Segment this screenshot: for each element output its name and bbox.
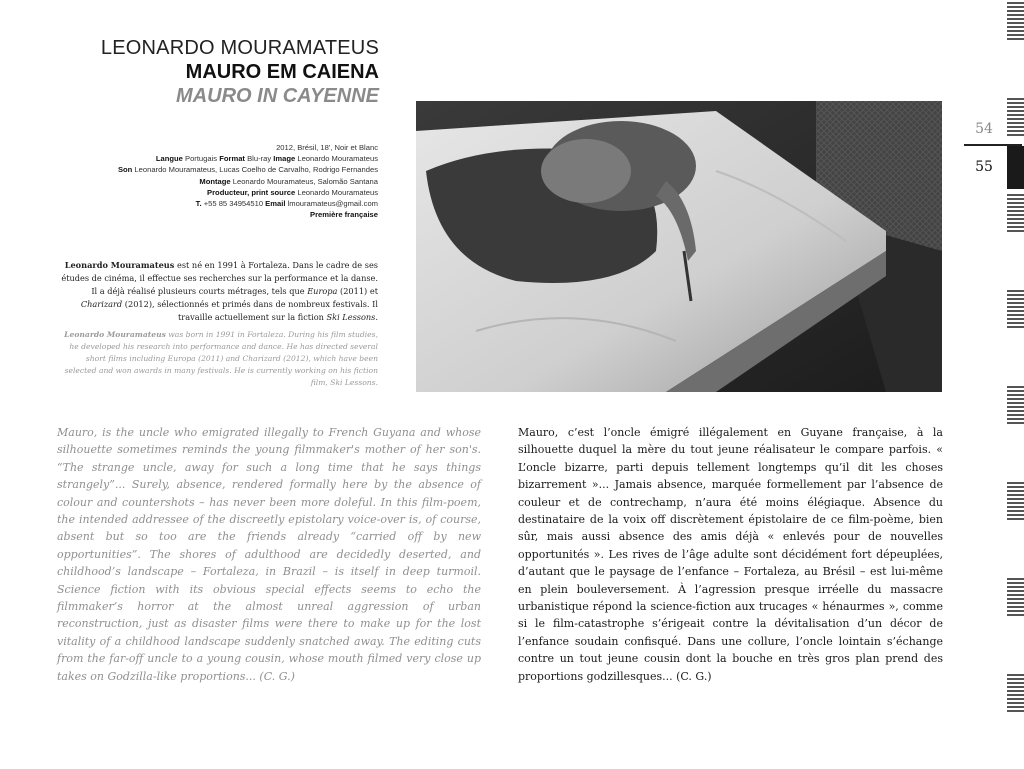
film-still-image bbox=[416, 101, 942, 392]
email-label: Email bbox=[265, 199, 286, 209]
bio-french: Leonardo Mouramateus est né en 1991 à Fortaleza. Dans le cadre de ses études de cinéma, il effectue ses recherches sur la performance et la danse. Il a déjà réalisé plusieurs courts métrages, tels que Europa (2011) et Charizard (2012), sélectionnés et primés dans de nombreux festivals. Il travaille actuellement sur la fiction Ski Lessons. bbox=[61, 260, 378, 322]
page-number-current: 55 bbox=[975, 159, 993, 175]
credits-line-son bbox=[60, 164, 378, 175]
page-tab-marker bbox=[1007, 146, 1024, 189]
son-value: Leonardo Mouramateus, Lucas Coelho de Carvalho, Rodrigo Fernandes bbox=[134, 165, 378, 175]
son-label: Son bbox=[117, 165, 133, 175]
credits-line-year: 2012, Brésil, 18', Noir et Blanc bbox=[276, 143, 378, 152]
email-value: lmouramateus@gmail.com bbox=[287, 199, 378, 209]
bio-fr-name: Leonardo Mouramateus bbox=[64, 260, 175, 270]
edge-index-ticks bbox=[1007, 386, 1024, 426]
bio-en-name: Leonardo Mouramateus bbox=[64, 330, 166, 339]
tel-value: +55 85 34954510 bbox=[203, 199, 264, 209]
montage-label: Montage bbox=[199, 176, 231, 186]
format-value: Blu-ray bbox=[247, 154, 272, 164]
synopsis-french: Mauro, c’est l’oncle émigré illégalement en Guyane française, à la silhouette duquel la mère du tout jeune réalisateur le compare parfois. « L’oncle bizarre, parti depuis tellement longtemps qu’il dit les choses bizarrement »... Jamais absence, marquée formellement par l’absence de couleur et de contrechamp, n’aura été moins élégiaque. Absence du destinataire de la voix off discrètement épistolaire de ce film-poème, bien sûr, mais aussi absence des amis déjà « enlevés pour de nouvelles opportunités ». Les rives de l’âge adulte sont décidément fort dépeuplées, d’autant que le paysage de l’enfance – Fortaleza, au Brésil – est lui-même en plein bouleversement. À l’agression presque irréelle du massacre urbanistique répond la science-fiction aux trucages « hénaurmes », comme si le film-catastrophe s’érigeait contre la dévitalisation d’un décor de l’enfance soudain confisqué. Dans une collure, l’oncle lointain s’échange contre un tout jeune cousin dont la bouche en très gros plan prend des proportions godzillesques... (C. G.) bbox=[518, 426, 943, 683]
format-label: Format bbox=[219, 154, 245, 164]
montage-value: Leonardo Mouramateus, Salomão Santana bbox=[232, 176, 378, 186]
tel-label: T. bbox=[195, 199, 202, 209]
producteur-value: Leonardo Mouramateus bbox=[297, 187, 378, 197]
edge-index-ticks bbox=[1007, 98, 1024, 138]
langue-label: Langue bbox=[155, 154, 183, 164]
film-title-english: MAURO IN CAYENNE bbox=[176, 85, 379, 107]
credits-line-producteur bbox=[60, 187, 378, 198]
bio-english: Leonardo Mouramateus was born in 1991 in Fortaleza. During his film studies, he developed his research into performance and dance. He has directed several short films including Europa (2011) and Charizard (2012), which have been selected and won awards in many festivals. He is currently working on his fiction film, Ski Lessons. bbox=[64, 330, 378, 387]
edge-index-ticks bbox=[1007, 290, 1024, 330]
premiere-status: Première française bbox=[310, 210, 378, 220]
producteur-label: Producteur, print source bbox=[207, 187, 296, 197]
image-value: Leonardo Mouramateus bbox=[297, 154, 378, 164]
edge-index-ticks bbox=[1007, 2, 1024, 42]
langue-value: Portugais bbox=[185, 154, 218, 164]
edge-index-ticks bbox=[1007, 482, 1024, 522]
film-still-drawing bbox=[416, 101, 942, 392]
image-label: Image bbox=[273, 154, 296, 164]
film-header bbox=[60, 36, 379, 108]
film-title-original: MAURO EM CAIENA bbox=[185, 61, 379, 83]
edge-index-ticks bbox=[1007, 578, 1024, 618]
director-name: LEONARDO MOURAMATEUS bbox=[100, 37, 379, 59]
film-credits bbox=[60, 142, 378, 220]
page-number-previous: 54 bbox=[975, 121, 993, 137]
edge-index-ticks bbox=[1007, 674, 1024, 714]
credits-line-montage bbox=[60, 176, 378, 187]
synopsis-english: Mauro, is the uncle who emigrated illegally to French Guyana and whose silhouette sometimes reminds the young filmmaker's mother of her son's. “The strange uncle, away for such a long time that he says things strangely”... Surely, absence, rendered formally here by the absence of colour and countershots – has never been more doleful. In this film-poem, the intended addressee of the discreetly epistolary voice-over is, of course, absent but so too are the friends already “carried off by new opportunities”. The shores of adulthood are decidedly deserted, and childhood’s landscape – Fortaleza, in Brazil – is itself in deep turmoil. Science fiction with its obvious special effects seems to echo the filmmaker’s horror at the almost unreal aggression of urban reconstruction, just as disaster films were there to make up for the lost vitality of a childhood landscape suddenly snatched away. The editing cuts from the far-off uncle to a young cousin, whose mouth filmed very close up takes on Godzilla-like proportions... (C. G.) bbox=[57, 426, 481, 683]
credits-line-contact bbox=[60, 198, 378, 209]
credits-line-langue bbox=[60, 153, 378, 164]
edge-index-ticks bbox=[1007, 194, 1024, 234]
